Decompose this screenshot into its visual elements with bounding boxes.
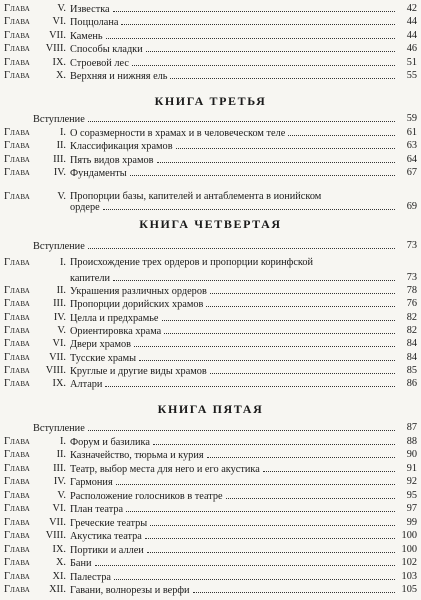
chapter-number: II. [56, 449, 66, 460]
chapter-label: Глава [4, 43, 31, 55]
entry-title-wrap [70, 529, 395, 543]
dot-leader [103, 200, 395, 210]
toc-row [0, 448, 421, 461]
toc-row-continuation [0, 200, 421, 213]
dot-leader [207, 448, 395, 458]
entry-title-wrap [70, 139, 395, 153]
page-number: 59 [406, 113, 417, 124]
dot-leader [288, 126, 395, 136]
chapter-number: III. [53, 462, 66, 474]
chapter-label: Глава [4, 311, 31, 323]
toc-row [0, 529, 421, 542]
toc-row [0, 489, 421, 502]
page-number: 91 [406, 462, 417, 474]
entry-title-wrap [70, 364, 395, 378]
page-number: 55 [406, 70, 417, 81]
toc-row [0, 15, 421, 28]
entry-title: Украшения различных ордеров [70, 286, 207, 297]
page-number: 90 [406, 449, 417, 460]
entry-title-wrap [70, 42, 395, 56]
dot-leader [88, 421, 395, 431]
entry-title: Казначейство, тюрьма и курия [70, 450, 204, 461]
page-number: 64 [406, 153, 417, 165]
book-heading: КНИГА ЧЕТВЕРТАЯ [139, 217, 282, 231]
entry-title-wrap [70, 311, 395, 325]
entry-title: Бани [70, 558, 92, 569]
page-number: 92 [406, 476, 417, 487]
entry-title-wrap [70, 200, 395, 214]
toc-row [0, 364, 421, 377]
toc-row [0, 543, 421, 556]
entry-title: Круглые и другие виды храмов [70, 365, 207, 377]
page-number: 44 [406, 29, 417, 41]
toc-row [0, 126, 421, 139]
chapter-number: I. [59, 126, 66, 138]
page-number: 105 [401, 584, 417, 595]
chapter-number: XII. [49, 584, 66, 595]
chapter-number: V. [57, 489, 66, 501]
chapter-number: VI. [52, 503, 66, 514]
toc-row [0, 516, 421, 529]
chapter-number: II. [56, 285, 66, 296]
toc-row [0, 377, 421, 390]
page-number: 61 [406, 126, 417, 138]
dot-leader [193, 583, 395, 593]
page-number: 97 [406, 503, 417, 514]
chapter-label: Глава [4, 153, 31, 165]
page-number: 46 [406, 43, 417, 55]
toc-row [0, 435, 421, 448]
entry-title-wrap [70, 15, 395, 29]
entry-title-wrap [70, 284, 395, 298]
toc-row [0, 42, 421, 55]
entry-title: Строевой лес [70, 57, 129, 69]
page-number: 87 [406, 422, 417, 433]
page-number: 51 [406, 56, 417, 68]
entry-title-wrap [70, 543, 395, 557]
chapter-label: Глава [4, 557, 31, 568]
chapter-number: V. [57, 3, 66, 14]
toc-intro-row [0, 421, 421, 434]
toc-row [0, 311, 421, 324]
chapter-label: Глава [4, 29, 31, 41]
entry-title: Вступление [33, 241, 85, 252]
chapter-number: IV. [53, 476, 66, 487]
entry-title-wrap [70, 583, 395, 597]
entry-title: Пять видов храмов [70, 154, 154, 166]
chapter-number: VIII. [45, 530, 66, 541]
dot-leader [88, 239, 395, 249]
entry-title: Происхождение трех ордеров и пропорции коринфской [70, 257, 314, 268]
chapter-number: X. [55, 557, 66, 568]
entry-title: Портики и аллеи [70, 544, 144, 556]
page-number: 84 [406, 351, 417, 363]
page-number: 82 [406, 311, 417, 323]
chapter-number: XI. [52, 570, 66, 582]
entry-title-wrap [70, 489, 395, 503]
chapter-number: II. [56, 140, 66, 152]
page-number: 78 [406, 285, 417, 296]
chapter-label: Глава [4, 191, 31, 202]
chapter-number: IX. [52, 543, 66, 555]
entry-title-wrap [70, 2, 395, 16]
chapter-label: Глава [4, 126, 31, 138]
entry-title: Пропорции дорийских храмов [70, 299, 204, 311]
dot-leader [176, 139, 395, 149]
chapter-number: VII. [49, 29, 66, 41]
entry-title-wrap [70, 29, 395, 43]
entry-title-wrap [70, 556, 395, 570]
dot-leader [134, 337, 395, 347]
toc-row [0, 139, 421, 152]
chapter-label: Глава [4, 140, 31, 152]
toc-row [0, 29, 421, 42]
chapter-label: Глава [4, 298, 31, 310]
dot-leader [132, 56, 395, 66]
chapter-label: Глава [4, 449, 31, 460]
page-number: 73 [406, 240, 417, 251]
chapter-number: I. [59, 435, 66, 447]
chapter-number: III. [53, 153, 66, 165]
entry-title-wrap [70, 351, 395, 365]
toc-row [0, 153, 421, 166]
entry-title-wrap [70, 256, 395, 269]
dot-leader [121, 15, 395, 25]
entry-title: Ориентировка храма [70, 325, 162, 337]
entry-title: капители [70, 273, 111, 284]
toc-row [0, 284, 421, 297]
chapter-number: VIII. [45, 43, 66, 55]
chapter-label: Глава [4, 476, 31, 487]
page-number: 88 [406, 435, 417, 447]
dot-leader [210, 364, 395, 374]
entry-title: Верхняя и нижняя ель [70, 71, 168, 82]
entry-title-wrap [70, 271, 395, 285]
chapter-number: VII. [49, 516, 66, 528]
toc-row [0, 570, 421, 583]
page-number: 73 [406, 272, 417, 283]
chapter-number: IV. [53, 311, 66, 323]
book-heading: КНИГА ПЯТАЯ [157, 402, 264, 416]
entry-title-wrap [70, 448, 395, 462]
entry-title: Палестра [70, 571, 111, 583]
dot-leader [153, 435, 395, 445]
dot-leader [170, 69, 395, 79]
toc-row [0, 556, 421, 569]
toc-row [0, 166, 421, 179]
dot-leader [113, 2, 395, 12]
dot-leader [226, 489, 395, 499]
chapter-label: Глава [4, 364, 31, 376]
chapter-label: Глава [4, 338, 31, 350]
toc-row [0, 337, 421, 350]
chapter-number: IX. [52, 56, 66, 68]
chapter-label: Глава [4, 462, 31, 474]
entry-title: Поццолана [70, 17, 119, 29]
toc-intro-row [0, 239, 421, 252]
chapter-number: X. [55, 70, 66, 81]
page-number: 85 [406, 364, 417, 376]
dot-leader [263, 462, 395, 472]
page-number: 103 [401, 570, 417, 582]
page-number: 100 [401, 543, 417, 555]
entry-title: Греческие театры [70, 517, 148, 529]
dot-leader [106, 29, 395, 39]
entry-title: План театра [70, 504, 124, 515]
entry-title: Гармония [70, 477, 113, 488]
chapter-number: V. [57, 324, 66, 336]
entry-title: Вступление [33, 423, 85, 434]
page-number: 82 [406, 324, 417, 336]
toc-row [0, 462, 421, 475]
entry-title-wrap [70, 462, 395, 476]
chapter-label: Глава [4, 324, 31, 336]
toc-row [0, 297, 421, 310]
entry-title: Акустика театра [70, 531, 142, 542]
toc-row [0, 583, 421, 596]
chapter-label: Глава [4, 257, 31, 268]
entry-title-wrap [70, 166, 395, 180]
dot-leader [210, 284, 395, 294]
chapter-label: Глава [4, 570, 31, 582]
dot-leader [130, 166, 395, 176]
entry-title: Театр, выбор места для него и его акустика [70, 463, 260, 475]
page-number: 63 [406, 140, 417, 152]
toc-row [0, 351, 421, 364]
page-number: 95 [406, 489, 417, 501]
chapter-label: Глава [4, 16, 31, 28]
entry-title: Фундаменты [70, 168, 127, 180]
page-number: 86 [406, 378, 417, 390]
entry-title-wrap [70, 377, 395, 391]
chapter-number: III. [53, 298, 66, 310]
toc-intro-row [0, 112, 421, 125]
chapter-label: Глава [4, 489, 31, 501]
chapter-label: Глава [4, 543, 31, 555]
toc-row [0, 69, 421, 82]
dot-leader [113, 271, 395, 281]
entry-title: Пропорции базы, капителей и антаблемента в ионийском [70, 191, 322, 202]
dot-leader [139, 351, 395, 361]
entry-title: О соразмерности в храмах и в человеческом теле [70, 127, 286, 139]
chapter-number: VI. [52, 16, 66, 28]
chapter-label: Глава [4, 378, 31, 390]
entry-title: Классификация храмов [70, 141, 173, 153]
chapter-number: VII. [49, 351, 66, 363]
dot-leader [116, 475, 395, 485]
toc-row-continuation [0, 271, 421, 284]
entry-title-wrap [70, 126, 395, 140]
book-heading: КНИГА ТРЕТЬЯ [154, 94, 267, 108]
entry-title: Известка [70, 4, 110, 15]
entry-title: Вступление [33, 114, 85, 125]
entry-title: Способы кладки [70, 44, 143, 56]
page-number: 67 [406, 167, 417, 179]
dot-leader [162, 311, 396, 321]
dot-leader [145, 529, 395, 539]
chapter-number: VI. [52, 338, 66, 350]
entry-title: Камень [70, 30, 103, 42]
page-number: 69 [406, 201, 417, 212]
chapter-label: Глава [4, 285, 31, 296]
chapter-label: Глава [4, 3, 31, 14]
dot-leader [150, 516, 395, 526]
toc-row [0, 56, 421, 69]
entry-title: Алтари [70, 379, 103, 391]
entry-title-wrap [70, 69, 395, 83]
entry-title-wrap [70, 297, 395, 311]
entry-title-wrap [70, 502, 395, 516]
page-number: 102 [401, 557, 417, 568]
chapter-label: Глава [4, 56, 31, 68]
entry-title: Форум и базилика [70, 436, 150, 448]
toc-row [0, 2, 421, 15]
dot-leader [126, 502, 395, 512]
dot-leader [157, 153, 395, 163]
dot-leader [164, 324, 395, 334]
chapter-label: Глава [4, 530, 31, 541]
entry-title-wrap [70, 516, 395, 530]
entry-title-wrap [33, 421, 395, 435]
entry-title-wrap [70, 435, 395, 449]
chapter-label: Глава [4, 435, 31, 447]
page-number: 99 [406, 516, 417, 528]
dot-leader [95, 556, 395, 566]
dot-leader [105, 377, 395, 387]
toc-row [0, 475, 421, 488]
entry-title: Двери храмов [70, 339, 132, 351]
dot-leader [114, 570, 395, 580]
entry-title: Гавани, волнорезы и верфи [70, 585, 190, 596]
dot-leader [88, 112, 395, 122]
toc-row [0, 256, 421, 269]
entry-title-wrap [33, 112, 395, 126]
entry-title-wrap [70, 56, 395, 70]
entry-title: Целла и предхрамье [70, 312, 159, 324]
entry-title-wrap [70, 337, 395, 351]
entry-title: Расположение голосников в театре [70, 490, 223, 502]
chapter-number: IV. [53, 167, 66, 179]
page-number: 100 [401, 530, 417, 541]
entry-title-wrap [70, 153, 395, 167]
entry-title: Тусские храмы [70, 352, 137, 364]
entry-title-wrap [70, 475, 395, 489]
entry-title-wrap [33, 239, 395, 253]
page-number: 44 [406, 16, 417, 28]
chapter-label: Глава [4, 351, 31, 363]
chapter-number: V. [57, 191, 66, 202]
dot-leader [147, 543, 395, 553]
toc-row [0, 324, 421, 337]
entry-title-wrap [70, 570, 395, 584]
chapter-label: Глава [4, 70, 31, 81]
chapter-number: VIII. [45, 364, 66, 376]
chapter-number: I. [59, 257, 66, 268]
chapter-label: Глава [4, 167, 31, 179]
entry-title-wrap [70, 324, 395, 338]
dot-leader [146, 42, 395, 52]
chapter-label: Глава [4, 584, 31, 595]
chapter-label: Глава [4, 503, 31, 514]
entry-title: ордере [70, 202, 100, 213]
page-number: 42 [406, 3, 417, 14]
page-number: 76 [406, 298, 417, 310]
page-number: 84 [406, 338, 417, 350]
chapter-number: IX. [52, 378, 66, 390]
chapter-label: Глава [4, 516, 31, 528]
toc-row [0, 502, 421, 515]
dot-leader [206, 297, 395, 307]
